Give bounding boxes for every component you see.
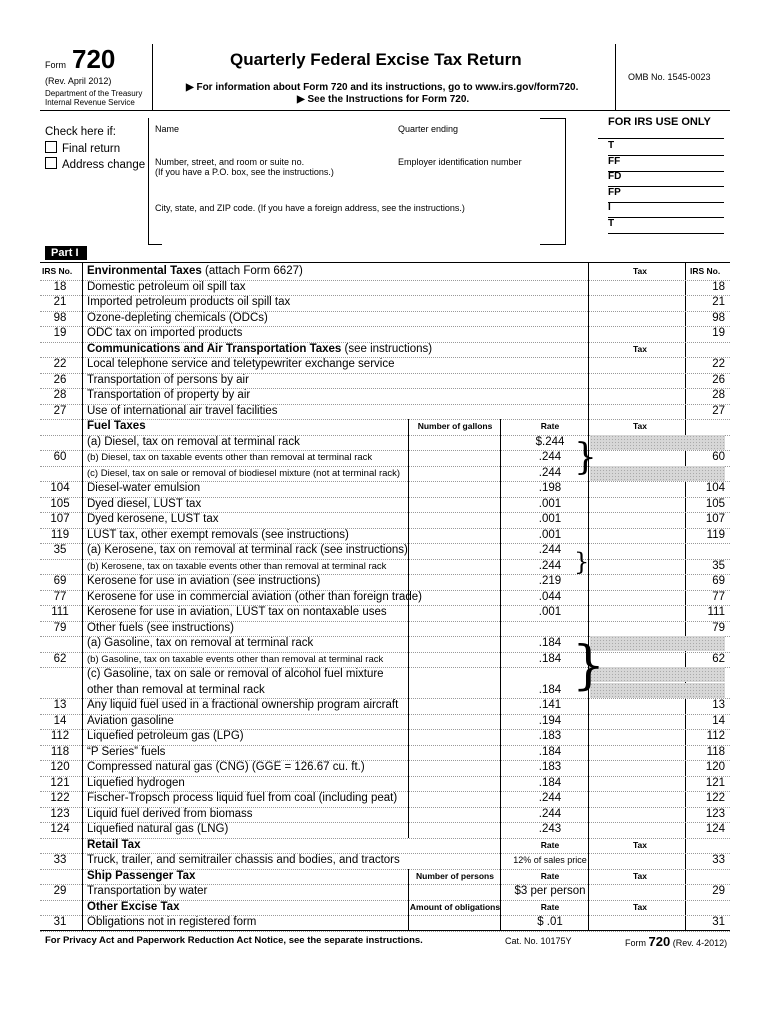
irs-number: 26 xyxy=(53,373,67,386)
city-field[interactable]: City, state, and ZIP code. (If you have a foreign address, see the instructions.) xyxy=(155,203,465,213)
rate-value: .183 xyxy=(538,730,562,742)
irs-number-right: 21 xyxy=(712,296,725,308)
cat-number: Cat. No. 10175Y xyxy=(505,936,572,946)
row-description: Diesel-water emulsion xyxy=(87,482,201,494)
tax-amount-input[interactable] xyxy=(589,543,685,558)
irs-number: 31 xyxy=(53,916,67,928)
shaded-cell xyxy=(590,667,725,682)
rate-value: .184 xyxy=(538,776,562,789)
irs-number: 19 xyxy=(53,327,67,339)
table-row xyxy=(40,388,730,405)
col-gallons: Number of gallons xyxy=(417,421,493,431)
irs-number: 28 xyxy=(53,389,67,401)
tax-amount-input[interactable] xyxy=(589,280,685,295)
irs-number-right: 105 xyxy=(705,497,725,510)
row-description: Liquefied petroleum gas (LPG) xyxy=(87,730,244,742)
irs-number-right: 77 xyxy=(712,590,725,603)
tax-amount-input[interactable] xyxy=(589,497,685,512)
tax-amount-input[interactable] xyxy=(589,698,685,713)
row-description: (b) Diesel, tax on taxable events other than removal at terminal rack xyxy=(87,452,373,463)
brace-diesel: } xyxy=(574,437,597,478)
irs-number: 69 xyxy=(53,575,67,587)
irs-number-right: 28 xyxy=(712,389,725,401)
rate-value: .244 xyxy=(538,807,562,820)
table-row xyxy=(40,574,730,591)
col-tax: Tax xyxy=(632,266,648,276)
irs-number: 77 xyxy=(53,590,67,603)
row-description: other than removal at terminal rack xyxy=(87,683,265,696)
row-description: Dyed kerosene, LUST tax xyxy=(87,513,219,525)
row-description: (a) Gasoline, tax on removal at terminal rack xyxy=(87,637,314,649)
row-description: (b) Kerosene, tax on taxable events other than removal at terminal rack xyxy=(87,560,387,572)
tax-amount-input[interactable] xyxy=(589,574,685,589)
tax-amount-input[interactable] xyxy=(589,450,685,465)
irs-number-right: 31 xyxy=(712,916,725,928)
row-description: Fischer-Tropsch process liquid fuel from coal (including peat) xyxy=(87,792,398,804)
shaded-cell xyxy=(590,466,725,481)
col-obligations: Amount of obligations xyxy=(409,901,501,912)
row-description: Liquefied hydrogen xyxy=(87,776,185,789)
tax-amount-input[interactable] xyxy=(589,729,685,744)
row-description: Kerosene for use in commercial aviation (other than foreign trade) xyxy=(87,590,422,603)
table-row xyxy=(40,373,730,390)
irs-number-right: 122 xyxy=(705,792,725,804)
irs-number-right: 120 xyxy=(705,761,725,773)
irs-number-right: 60 xyxy=(712,451,725,463)
col-tax: Tax xyxy=(632,870,648,881)
rate-value: Rate xyxy=(540,870,560,881)
rate-value: .184 xyxy=(538,637,562,649)
irs-number: 123 xyxy=(50,807,70,820)
rate-value: .194 xyxy=(538,714,562,727)
row-description: Local telephone service and teletypewriter exchange service xyxy=(87,358,395,370)
final-return-checkbox[interactable] xyxy=(45,141,57,153)
tax-amount-input[interactable] xyxy=(589,807,685,822)
tax-amount-input[interactable] xyxy=(589,357,685,372)
irs-number-right: 62 xyxy=(712,652,725,665)
irs-use-row xyxy=(608,187,724,203)
irs-number: 33 xyxy=(53,854,67,866)
tax-amount-input[interactable] xyxy=(589,512,685,527)
table-row xyxy=(40,264,730,281)
row-description: (b) Gasoline, tax on taxable events other than removal at terminal rack xyxy=(87,653,384,665)
quarter-ending-field[interactable]: Quarter ending xyxy=(398,124,459,134)
irs-number-right: 112 xyxy=(706,730,725,742)
irs-number: 14 xyxy=(53,714,67,727)
irs-use-row xyxy=(608,202,724,218)
rate-value: .184 xyxy=(538,745,562,758)
irs-number: 35 xyxy=(53,544,67,556)
irs-number-right: 111 xyxy=(707,606,725,618)
rate-value: .184 xyxy=(538,652,562,665)
irs-number: 119 xyxy=(50,528,70,541)
irs-number: 22 xyxy=(53,358,67,370)
tax-amount-input[interactable] xyxy=(589,295,685,310)
col-irs-no: IRS No. xyxy=(42,266,73,276)
irs-number: 21 xyxy=(53,296,67,308)
irs-use-code: FP xyxy=(608,186,621,198)
rate-value: .198 xyxy=(538,482,562,494)
irs-use-title: FOR IRS USE ONLY xyxy=(608,116,711,128)
irs-number-right: 118 xyxy=(706,745,725,758)
irs-number-right: 27 xyxy=(712,404,725,417)
tax-amount-input[interactable] xyxy=(589,714,685,729)
tax-amount-input[interactable] xyxy=(589,853,685,868)
table-row xyxy=(40,512,730,529)
rate-value: .141 xyxy=(538,699,562,711)
tax-amount-input[interactable] xyxy=(589,884,685,899)
tax-amount-input[interactable] xyxy=(589,326,685,341)
rate-value: .244 xyxy=(538,792,562,804)
table-row xyxy=(40,900,730,917)
table-row xyxy=(40,605,730,622)
table-row xyxy=(40,342,730,359)
irs-number: 118 xyxy=(50,745,70,758)
shaded-cell xyxy=(590,435,725,450)
rate-value: $.244 xyxy=(535,435,565,448)
rate-value: .219 xyxy=(538,575,562,587)
form-number: 720 xyxy=(72,44,116,74)
rate-value: .001 xyxy=(538,606,562,618)
col-irs-no-right: IRS No. xyxy=(690,266,721,276)
table-row xyxy=(40,745,730,762)
row-description: Ship Passenger Tax xyxy=(87,869,196,882)
irs-number: 29 xyxy=(53,885,67,897)
table-row xyxy=(40,528,730,545)
tax-amount-input[interactable] xyxy=(589,481,685,496)
check-title: Check here if: xyxy=(45,126,116,138)
table-row xyxy=(40,450,730,467)
privacy-notice: For Privacy Act and Paperwork Reduction Act Notice, see the separate instructions. xyxy=(45,935,423,946)
tax-amount-input[interactable] xyxy=(589,791,685,806)
row-description: Fuel Taxes xyxy=(87,420,146,432)
table-row xyxy=(40,698,730,715)
tax-amount-input[interactable] xyxy=(589,590,685,605)
irs-number: 112 xyxy=(50,730,70,742)
irs-number-right: 35 xyxy=(712,559,725,572)
name-field[interactable]: Name xyxy=(155,124,180,134)
row-description: Dyed diesel, LUST tax xyxy=(87,497,202,510)
footer-form: Form 720 (Rev. 4-2012) xyxy=(625,934,728,949)
row-description: (c) Diesel, tax on sale or removal of biodiesel mixture (not at terminal rack) xyxy=(87,467,401,479)
irs-number: 27 xyxy=(53,404,67,417)
irs-number-right: 14 xyxy=(712,714,725,727)
irs-number: 122 xyxy=(50,792,70,804)
irs-number: 79 xyxy=(53,621,67,634)
irs-number: 98 xyxy=(53,311,67,324)
table-row xyxy=(40,884,730,901)
irs-number-right: 123 xyxy=(705,807,725,820)
rate-value: .244 xyxy=(538,559,562,572)
irs-number: 104 xyxy=(50,482,70,494)
table-row xyxy=(40,776,730,793)
row-description: Communications and Air Transportation Taxes (see instructions) xyxy=(87,342,433,355)
pobox-note: (If you have a P.O. box, see the instructions.) xyxy=(155,167,334,177)
table-row xyxy=(40,497,730,514)
table-row xyxy=(40,326,730,343)
rate-value: .044 xyxy=(538,590,562,603)
irs-number-right: 98 xyxy=(712,311,725,324)
row-description: Use of international air travel facilities xyxy=(87,404,278,417)
address-change-option[interactable]: Address change xyxy=(45,157,145,171)
table-row xyxy=(40,822,730,839)
irs-use-row xyxy=(608,171,724,187)
irs-use-code: FF xyxy=(608,155,621,167)
shaded-cell xyxy=(590,636,725,651)
irs-number: 120 xyxy=(50,761,70,773)
row-description: LUST tax, other exempt removals (see instructions) xyxy=(87,528,349,541)
irs-number-right: 124 xyxy=(705,823,725,835)
table-row xyxy=(40,295,730,312)
irs-number-right: 119 xyxy=(706,528,725,541)
rate-value: .001 xyxy=(538,528,562,541)
rate-value: Rate xyxy=(540,901,560,912)
rate-value: Rate xyxy=(540,421,560,431)
tax-amount-input[interactable] xyxy=(589,776,685,791)
table-row xyxy=(40,419,730,436)
irs-number: 13 xyxy=(53,699,67,711)
row-description: Obligations not in registered form xyxy=(87,916,257,928)
irs-number-right: 29 xyxy=(712,885,725,897)
irs-number-right: 13 xyxy=(712,699,725,711)
table-row xyxy=(40,760,730,777)
table-row xyxy=(40,652,730,669)
shaded-cell xyxy=(590,683,725,698)
irs-number-right: 79 xyxy=(712,621,725,634)
irs-number: 124 xyxy=(50,823,70,835)
row-description: Domestic petroleum oil spill tax xyxy=(87,280,246,293)
irs-number-right: 104 xyxy=(705,482,725,494)
irs-number: 121 xyxy=(50,776,70,789)
brace-gasoline: } xyxy=(572,636,606,696)
col-tax: Tax xyxy=(632,421,648,431)
final-return-option[interactable]: Final return xyxy=(45,141,120,155)
rate-value: .244 xyxy=(538,451,562,463)
irs-number-right: 18 xyxy=(712,280,725,293)
row-description: Liquefied natural gas (LNG) xyxy=(87,823,229,835)
table-row xyxy=(40,621,730,638)
row-description: ODC tax on imported products xyxy=(87,327,243,339)
rate-value: .244 xyxy=(538,544,562,556)
tax-amount-input[interactable] xyxy=(589,311,685,326)
tax-amount-input[interactable] xyxy=(589,388,685,403)
row-description: Other fuels (see instructions) xyxy=(87,621,235,634)
form-title: Quarterly Federal Excise Tax Return xyxy=(230,50,522,69)
table-row xyxy=(40,807,730,824)
col-tax: Tax xyxy=(632,901,648,912)
department: Department of the Treasury xyxy=(45,89,143,98)
tax-amount-input[interactable] xyxy=(589,605,685,620)
rate-value: .001 xyxy=(538,513,562,525)
irs-number-right: 22 xyxy=(712,358,725,370)
col-tax: Tax xyxy=(632,343,648,354)
row-description: Imported petroleum products oil spill tax xyxy=(87,296,291,308)
irs-use-code: I xyxy=(608,202,611,213)
table-row xyxy=(40,311,730,328)
table-row xyxy=(40,481,730,498)
row-description: (a) Kerosene, tax on removal at terminal rack (see instructions) xyxy=(87,544,408,556)
tax-amount-input[interactable] xyxy=(589,559,685,574)
table-row xyxy=(40,590,730,607)
col-tax: Tax xyxy=(632,839,648,850)
row-description: (a) Diesel, tax on removal at terminal rack xyxy=(87,435,300,448)
rate-value: Rate xyxy=(540,839,560,850)
irs-number: 62 xyxy=(53,652,67,665)
rate-value: $ .01 xyxy=(537,916,563,928)
tax-amount-input[interactable] xyxy=(589,760,685,775)
table-row xyxy=(40,543,730,560)
form-label: Form xyxy=(45,60,66,70)
irs-number: 111 xyxy=(51,606,69,618)
table-row xyxy=(40,838,730,855)
street-field[interactable]: Number, street, and room or suite no. xyxy=(155,157,305,167)
irs-use-code: T xyxy=(608,140,615,151)
row-description: Truck, trailer, and semitrailer chassis and bodies, and tractors xyxy=(87,854,400,866)
irs-number-right: 121 xyxy=(705,776,725,789)
irs-number: 60 xyxy=(53,451,67,463)
row-description: Any liquid fuel used in a fractional ownership program aircraft xyxy=(87,699,399,711)
rate-value: .244 xyxy=(538,466,562,479)
tax-amount-input[interactable] xyxy=(589,404,685,419)
table-row xyxy=(40,357,730,374)
tax-amount-input[interactable] xyxy=(589,915,685,930)
row-description: Transportation of persons by air xyxy=(87,373,249,386)
table-row xyxy=(40,853,730,870)
ein-field[interactable]: Employer identification number xyxy=(398,157,522,167)
irs-number: 105 xyxy=(50,497,70,510)
rate-value: 12% of sales price xyxy=(513,855,587,865)
table-row xyxy=(40,791,730,808)
irs-number-right: 33 xyxy=(712,854,725,866)
agency: Internal Revenue Service xyxy=(45,98,135,107)
rate-value: .243 xyxy=(538,823,562,835)
row-description: Ozone-depleting chemicals (ODCs) xyxy=(87,311,268,324)
omb-number: OMB No. 1545-0023 xyxy=(628,72,711,82)
table-row xyxy=(40,729,730,746)
part-label: Part I xyxy=(45,246,87,260)
row-description: Transportation of property by air xyxy=(87,389,251,401)
row-description: Kerosene for use in aviation (see instructions) xyxy=(87,575,321,587)
tax-amount-input[interactable] xyxy=(589,745,685,760)
row-description: Kerosene for use in aviation, LUST tax on nontaxable uses xyxy=(87,606,387,618)
row-description: “P Series” fuels xyxy=(87,745,166,758)
info-line: ▶ For information about Form 720 and its instructions, go to www.irs.gov/form720. xyxy=(186,82,579,93)
table-row xyxy=(40,280,730,297)
row-description: (c) Gasoline, tax on sale or removal of alcohol fuel mixture xyxy=(87,668,384,680)
table-row xyxy=(40,714,730,731)
irs-number: 107 xyxy=(50,513,70,525)
revision: (Rev. April 2012) xyxy=(45,76,112,86)
row-description: Liquid fuel derived from biomass xyxy=(87,807,253,820)
irs-use-row xyxy=(608,140,724,156)
tax-amount-input[interactable] xyxy=(589,621,685,636)
table-row xyxy=(40,559,730,576)
irs-number-right: 69 xyxy=(712,575,725,587)
tax-amount-input[interactable] xyxy=(589,528,685,543)
rate-value: .184 xyxy=(538,683,562,696)
row-description: Compressed natural gas (CNG) (GGE = 126.67 cu. ft.) xyxy=(87,761,365,773)
address-change-checkbox[interactable] xyxy=(45,157,57,169)
brace-kerosene: } xyxy=(574,548,590,576)
irs-number-right: 26 xyxy=(712,373,725,386)
irs-number: 18 xyxy=(53,280,67,293)
rate-value: .183 xyxy=(538,761,562,773)
rate-value: .001 xyxy=(538,497,562,510)
row-description: Retail Tax xyxy=(87,838,141,851)
tax-amount-input[interactable] xyxy=(589,822,685,837)
row-description: Transportation by water xyxy=(87,885,208,897)
instructions-line: ▶ See the Instructions for Form 720. xyxy=(297,94,470,105)
row-description: Aviation gasoline xyxy=(87,714,174,727)
irs-number-right: 107 xyxy=(705,513,725,525)
row-description: Other Excise Tax xyxy=(87,900,180,913)
irs-number-right: 19 xyxy=(712,327,725,339)
table-row xyxy=(40,869,730,886)
row-description: Environmental Taxes (attach Form 6627) xyxy=(87,265,303,277)
irs-use-code: T xyxy=(608,217,615,229)
tax-amount-input[interactable] xyxy=(589,373,685,388)
irs-use-row xyxy=(608,218,724,234)
col-persons: Number of persons xyxy=(416,870,494,881)
table-row xyxy=(40,404,730,421)
irs-use-code: FD xyxy=(608,171,622,182)
rate-value: $3 per person xyxy=(514,885,586,897)
irs-use-row xyxy=(608,156,724,172)
